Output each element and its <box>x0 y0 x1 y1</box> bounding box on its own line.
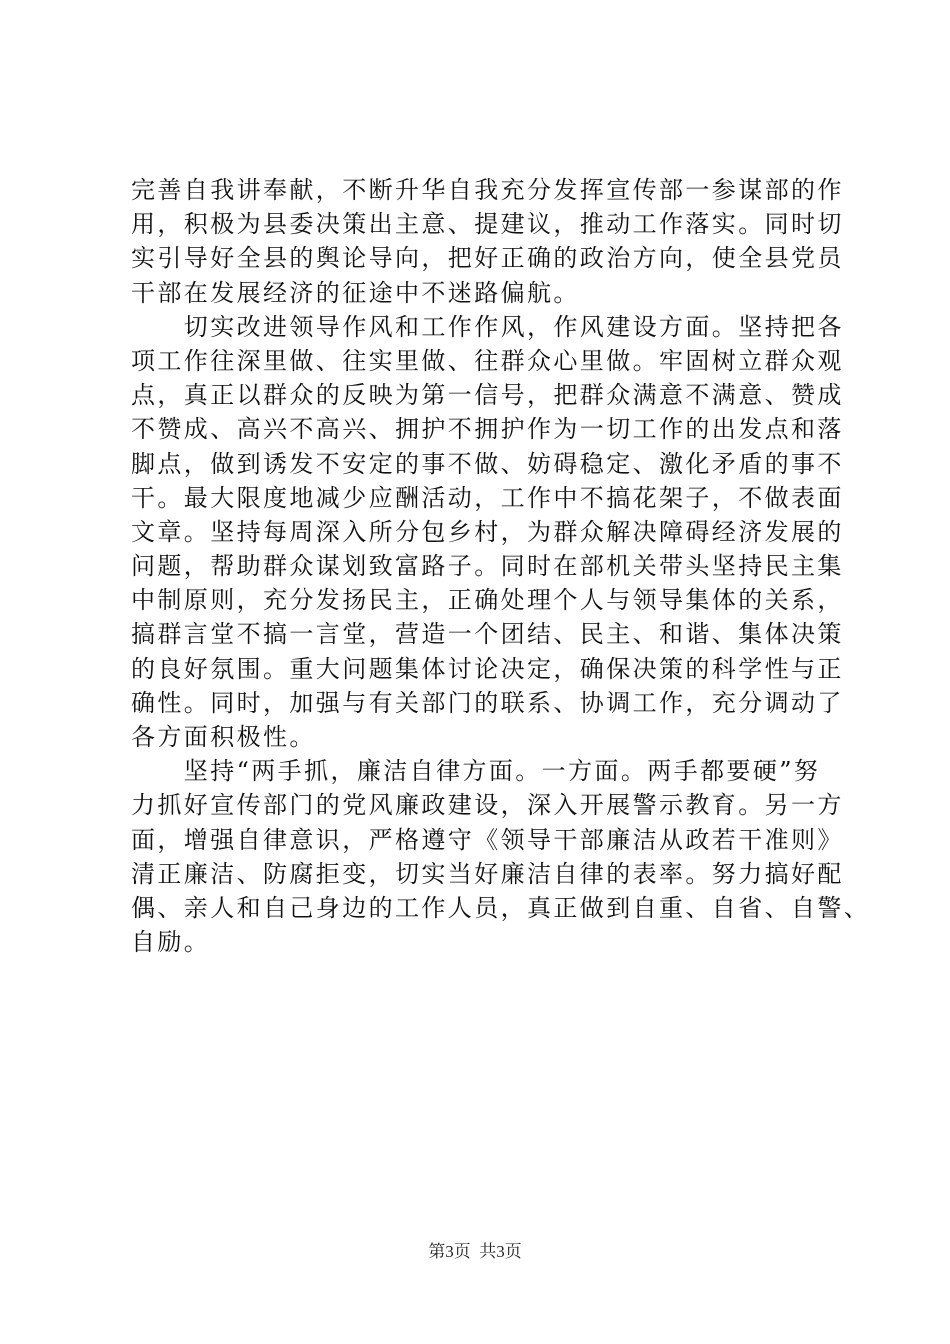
text-line: 不赞成、高兴不高兴、拥护不拥护作为一切工作的出发点和落 <box>131 415 844 444</box>
document-body <box>131 173 871 959</box>
text-line: 完善自我讲奉献，不断升华自我充分发挥宣传部一参谋部的作 <box>131 176 844 204</box>
text-line: 的良好氛围。重大问题集体讨论决定，确保决策的科学性与正 <box>131 654 844 683</box>
page-number: 第3页 共3页 <box>428 1242 522 1261</box>
text-line: 脚点，做到诱发不安定的事不做、妨碍稳定、激化矛盾的事不 <box>131 449 844 478</box>
text-line: 清正廉洁、防腐拒变，切实当好廉洁自律的表率。努力搞好配 <box>131 859 844 888</box>
text-line: 自励。 <box>131 928 211 957</box>
text-line: 切实改进领导作风和工作作风，作风建设方面。坚持把各 <box>131 312 844 341</box>
text-line: 搞群言堂不搞一言堂，营造一个团结、民主、和谐、集体决策 <box>131 620 844 649</box>
text-line: 面，增强自律意识，严格遵守《领导干部廉洁从政若干准则》 <box>131 825 844 854</box>
text-line: 各方面积极性。 <box>131 723 316 751</box>
text-line: 问题，帮助群众谋划致富路子。同时在部机关带头坚持民主集 <box>131 552 844 581</box>
text-line: 用，积极为县委决策出主意、提建议，推动工作落实。同时切 <box>131 210 844 239</box>
text-line: 项工作往深里做、往实里做、往群众心里做。牢固树立群众观 <box>131 346 844 375</box>
text-line: 确性。同时，加强与有关部门的联系、协调工作，充分调动了 <box>131 688 844 717</box>
text-line: 中制原则，充分发扬民主，正确处理个人与领导集体的关系， <box>131 586 844 615</box>
text-line: 坚持“两手抓，廉洁自律方面。一方面。两手都要硬”努 <box>131 757 821 786</box>
page-footer <box>0 1240 950 1264</box>
text-line: 点，真正以群众的反映为第一信号，把群众满意不满意、赞成 <box>131 381 844 410</box>
text-line: 干部在发展经济的征途中不迷路偏航。 <box>131 278 580 307</box>
text-line: 干。最大限度地减少应酬活动，工作中不搞花架子，不做表面 <box>131 483 844 512</box>
text-line: 实引导好全县的舆论导向，把好正确的政治方向，使全县党员 <box>131 244 844 273</box>
text-line: 偶、亲人和自己身边的工作人员，真正做到自重、自省、自警、 <box>131 893 871 922</box>
text-line: 文章。坚持每周深入所分包乡村，为群众解决障碍经济发展的 <box>131 517 844 546</box>
text-line: 力抓好宣传部门的党风廉政建设，深入开展警示教育。另一方 <box>131 791 844 820</box>
